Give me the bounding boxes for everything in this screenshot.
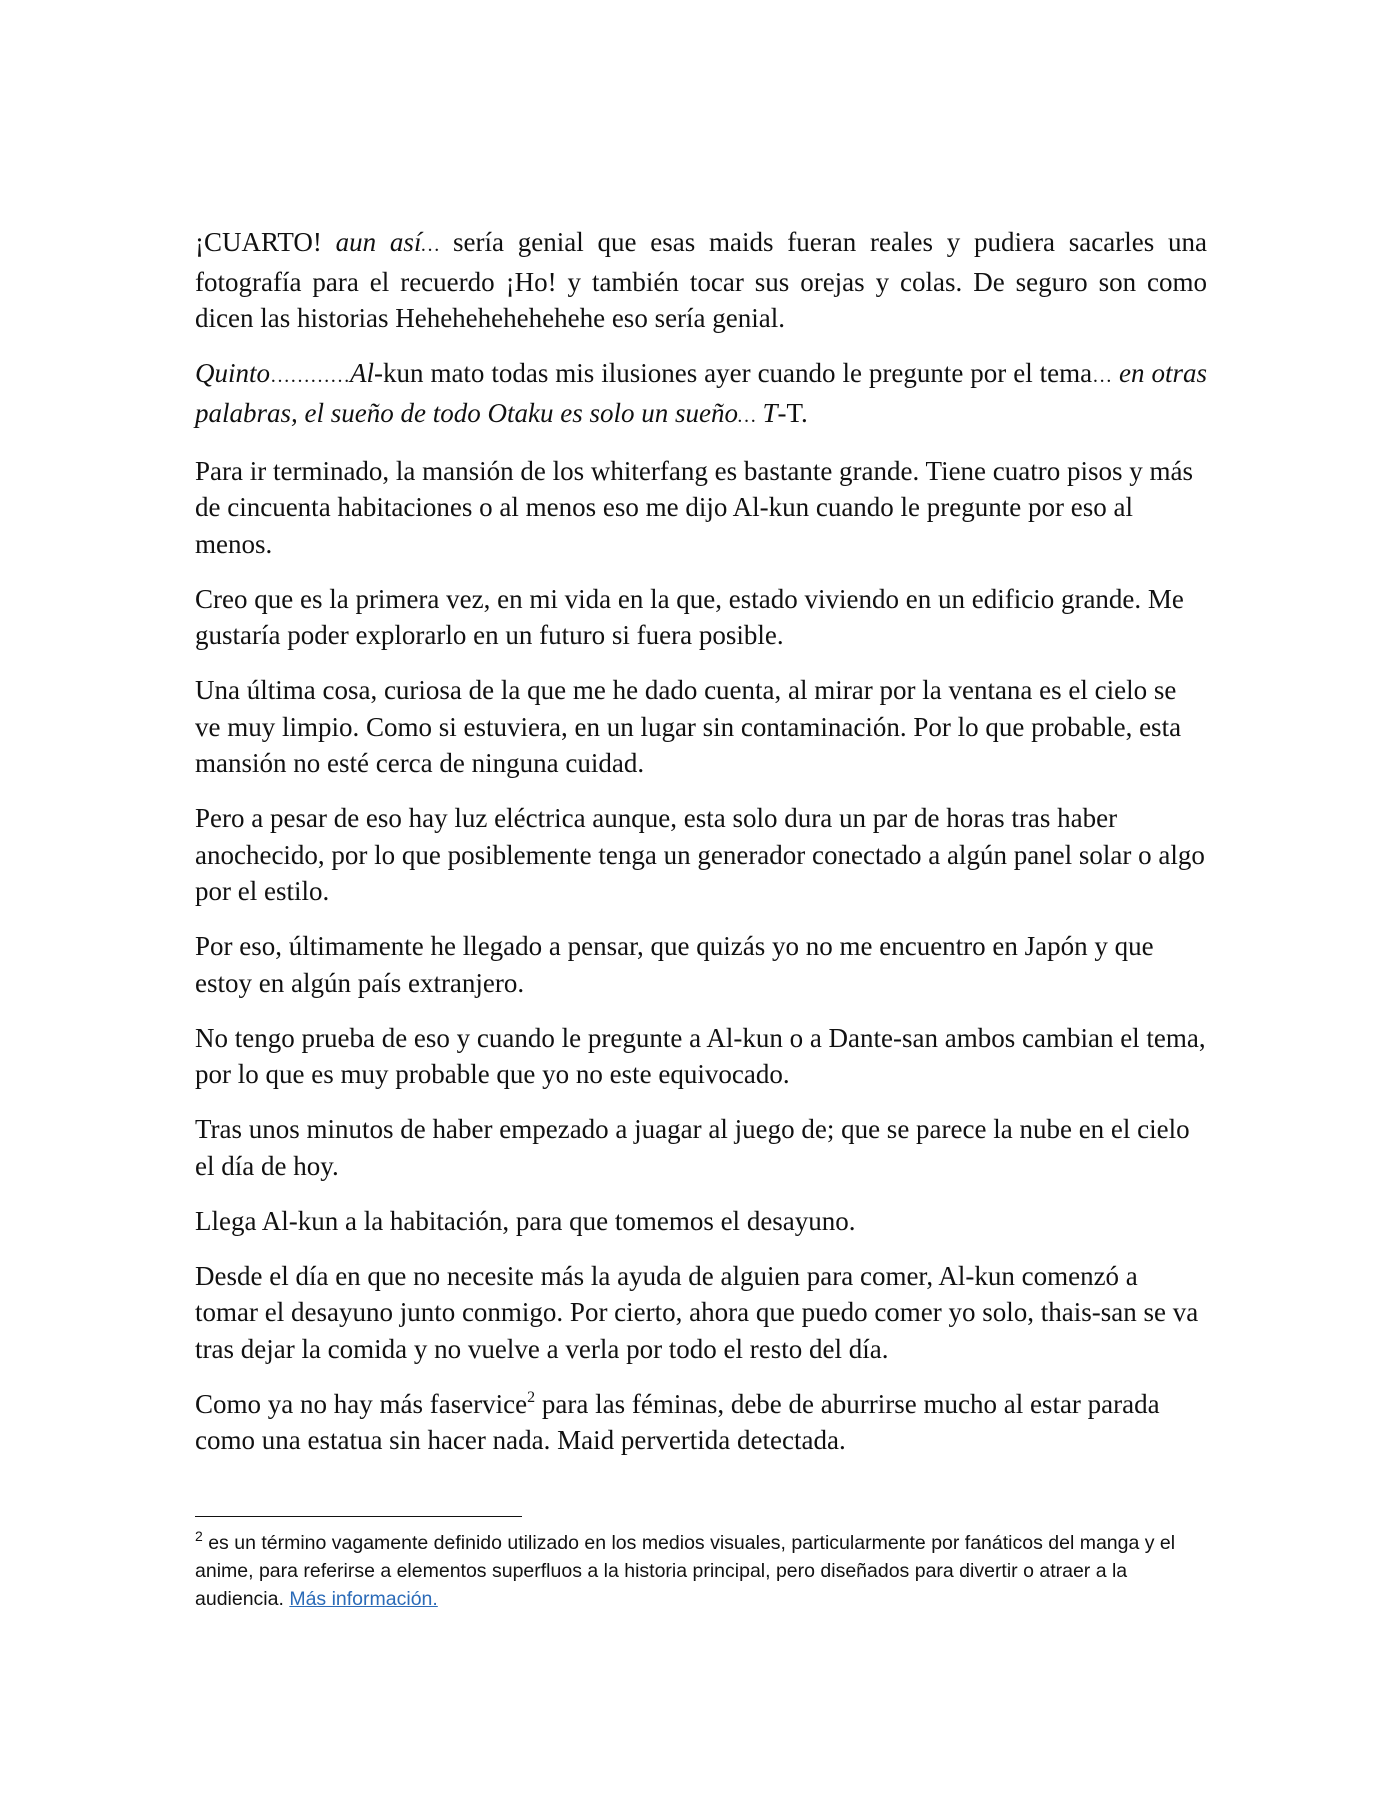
- more-info-link[interactable]: Más información.: [289, 1588, 438, 1610]
- paragraph-3: Para ir terminado, la mansión de los whiterfang es bastante grande. Tiene cuatro pisos y más de cincuenta habitaciones o al menos eso me dijo Al-kun cuando le pregunte por eso al menos.: [195, 455, 1194, 559]
- paragraph-5: Una última cosa, curiosa de la que me he dado cuenta, al mirar por la ventana es el cielo se ve muy limpio. Como si estuviera, en un lugar sin contaminación. Por lo que probable, esta mansión no esté cerca de ninguna cuidad.: [195, 675, 1182, 778]
- italic-run: T: [755, 397, 778, 428]
- paragraph-1: [195, 224, 1207, 337]
- ellipsis: …: [737, 404, 756, 427]
- paragraph-10: Llega Al-kun a la habitación, para que tomemos el desayuno.: [195, 1205, 856, 1236]
- italic-run: Quinto: [195, 358, 271, 388]
- italic-run: Al: [350, 358, 375, 388]
- document-body: [195, 224, 1207, 1477]
- paragraph-11: Desde el día en que no necesite más la ayuda de alguien para comer, Al-kun comenzó a tomar el desayuno junto conmigo. Por cierto, ahora que puedo comer yo solo, thais-san se va tras dejar la comida y no vuelve a verla por todo el resto del día.: [195, 1260, 1199, 1364]
- paragraph-12: [195, 1386, 1207, 1459]
- footnote-text: es un término vagamente definido utilizado en los medios visuales, particularmente por fanáticos del manga y el anime, para referirse a elementos superfluos a la historia principal, pero diseñados para divertir o atraer a la audiencia.: [195, 1532, 1176, 1610]
- paragraph-4: Creo que es la primera vez, en mi vida en la que, estado viviendo en un edificio grande. Me gustaría poder explorarlo en un futuro si fuera posible.: [195, 583, 1184, 650]
- text-run: -kun mato todas mis ilusiones ayer cuando le pregunte por el tema: [374, 358, 1093, 388]
- paragraph-2: [195, 355, 1207, 434]
- italic-run: en otras palabras: [195, 358, 1207, 428]
- paragraph-7: Por eso, últimamente he llegado a pensar, que quizás yo no me encuentro en Japón y que estoy en algún país extranjero.: [195, 931, 1154, 998]
- text-run: Como ya no hay más faservice: [195, 1388, 528, 1419]
- paragraph-6: Pero a pesar de eso hay luz eléctrica aunque, esta solo dura un par de horas tras haber anochecido, por lo que posiblemente tenga un generador conectado a algún panel solar o algo por el estilo.: [195, 803, 1205, 906]
- ellipsis: …: [1092, 365, 1113, 387]
- italic-run: aun así: [335, 227, 422, 257]
- italic-run: , el sueño de todo Otaku es solo un sueño: [291, 397, 738, 428]
- paragraph-8: No tengo prueba de eso y cuando le pregunte a Al-kun o a Dante-san ambos cambian el tema, por lo que es muy probable que yo no este equivocado.: [195, 1022, 1206, 1089]
- ellipsis: …: [421, 234, 440, 256]
- text-run: -T.: [777, 397, 808, 428]
- text-run: para las féminas, debe de aburrirse mucho al estar parada como una estatua sin hacer nada. Maid pervertida detectada.: [195, 1388, 1160, 1455]
- footnote-marker: 2: [195, 1528, 203, 1544]
- ellipsis: …………: [270, 365, 351, 387]
- footnote-reference[interactable]: 2: [527, 1388, 536, 1406]
- text-run: sería genial que esas maids fueran reales y pudiera sacarles una fotografía para el recuerdo ¡Ho! y también tocar sus orejas y colas. De seguro son como dicen las historias Hehehehehehehehe eso sería genial.: [195, 227, 1207, 333]
- paragraph-9: Tras unos minutos de haber empezado a juagar al juego de; que se parece la nube en el cielo el día de hoy.: [195, 1114, 1190, 1181]
- footnote: [195, 1529, 1195, 1613]
- text-run: ¡CUARTO!: [195, 227, 336, 257]
- footnote-separator: [195, 1516, 522, 1517]
